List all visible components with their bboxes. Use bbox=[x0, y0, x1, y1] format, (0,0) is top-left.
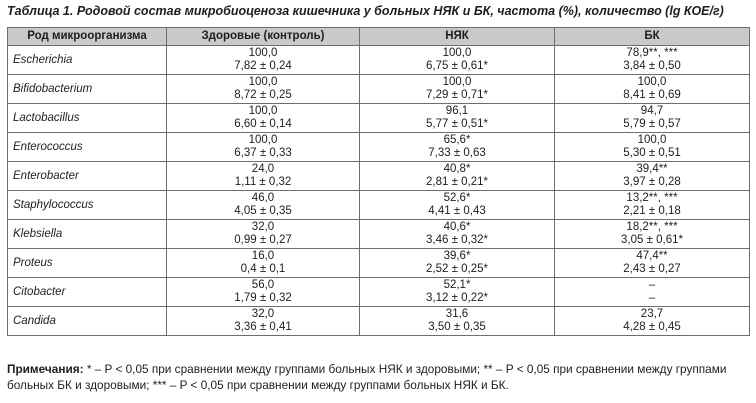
count-value: 6,60 ± 0,14 bbox=[234, 118, 292, 130]
count-value: 5,30 ± 0,51 bbox=[623, 147, 681, 159]
table-row bbox=[8, 133, 750, 162]
count-value: 3,36 ± 0,41 bbox=[234, 321, 292, 333]
cell-control bbox=[167, 75, 360, 104]
count-value: 7,82 ± 0,24 bbox=[234, 60, 292, 72]
frequency-value: 100,0 bbox=[637, 134, 667, 146]
frequency-value: 78,9**, *** bbox=[626, 47, 678, 59]
header-uc: НЯК bbox=[360, 28, 555, 46]
count-value: 1,11 ± 0,32 bbox=[234, 176, 292, 188]
cell-control bbox=[167, 46, 360, 75]
header-genus: Род микроорганизма bbox=[8, 28, 167, 46]
cell-uc bbox=[360, 104, 555, 133]
frequency-value: 16,0 bbox=[251, 250, 275, 262]
frequency-value: 13,2**, *** bbox=[626, 192, 678, 204]
table-row bbox=[8, 104, 750, 133]
genus-name: Bifidobacterium bbox=[8, 75, 167, 104]
cell-uc bbox=[360, 278, 555, 307]
frequency-value: 100,0 bbox=[442, 76, 472, 88]
cell-uc bbox=[360, 46, 555, 75]
frequency-value: 65,6* bbox=[443, 134, 471, 146]
caption-text: Родовой состав микробиоценоза кишечника у больных НЯК и БК, частота (%), количество (lg КОЕ/г) bbox=[76, 4, 724, 18]
cell-uc bbox=[360, 191, 555, 220]
frequency-value: 18,2**, *** bbox=[626, 221, 678, 233]
cell-control bbox=[167, 162, 360, 191]
notes-label: Примечания: bbox=[7, 362, 84, 376]
count-value: 3,12 ± 0,22* bbox=[426, 292, 488, 304]
frequency-value: 52,1* bbox=[443, 279, 471, 291]
frequency-value: 39,4** bbox=[636, 163, 668, 175]
frequency-value: 40,8* bbox=[443, 163, 471, 175]
genus-name: Klebsiella bbox=[8, 220, 167, 249]
count-value: 4,41 ± 0,43 bbox=[428, 205, 486, 217]
cell-control bbox=[167, 249, 360, 278]
genus-name: Lactobacillus bbox=[8, 104, 167, 133]
count-value: 6,75 ± 0,61* bbox=[426, 60, 488, 72]
genus-name: Escherichia bbox=[8, 46, 167, 75]
frequency-value: 94,7 bbox=[640, 105, 664, 117]
count-value: 8,41 ± 0,69 bbox=[623, 89, 681, 101]
frequency-value: 100,0 bbox=[248, 47, 278, 59]
cell-control bbox=[167, 307, 360, 336]
microbiocenosis-table bbox=[7, 27, 750, 336]
table-row bbox=[8, 307, 750, 336]
cell-uc bbox=[360, 249, 555, 278]
genus-name: Citobacter bbox=[8, 278, 167, 307]
cell-cd bbox=[555, 75, 750, 104]
frequency-value: 56,0 bbox=[251, 279, 275, 291]
frequency-value: 32,0 bbox=[251, 308, 275, 320]
cell-cd bbox=[555, 104, 750, 133]
count-value: 4,28 ± 0,45 bbox=[623, 321, 681, 333]
cell-cd bbox=[555, 249, 750, 278]
table-row bbox=[8, 191, 750, 220]
frequency-value: 96,1 bbox=[445, 105, 469, 117]
count-value: 1,79 ± 0,32 bbox=[234, 292, 292, 304]
frequency-value: 100,0 bbox=[637, 76, 667, 88]
count-value: 3,05 ± 0,61* bbox=[621, 234, 683, 246]
genus-name: Enterococcus bbox=[8, 133, 167, 162]
frequency-value: 52,6* bbox=[443, 192, 471, 204]
count-value: 3,97 ± 0,28 bbox=[623, 176, 681, 188]
header-cd: БК bbox=[555, 28, 750, 46]
genus-name: Proteus bbox=[8, 249, 167, 278]
cell-cd bbox=[555, 278, 750, 307]
count-value: 6,37 ± 0,33 bbox=[234, 147, 292, 159]
cell-cd bbox=[555, 133, 750, 162]
count-value: 2,43 ± 0,27 bbox=[623, 263, 681, 275]
cell-uc bbox=[360, 133, 555, 162]
table-row bbox=[8, 249, 750, 278]
count-value: 0,4 ± 0,1 bbox=[240, 263, 286, 275]
count-value: 3,50 ± 0,35 bbox=[428, 321, 486, 333]
count-value: 3,46 ± 0,32* bbox=[426, 234, 488, 246]
count-value: 2,21 ± 0,18 bbox=[623, 205, 681, 217]
count-value: – bbox=[648, 292, 656, 304]
frequency-value: 47,4** bbox=[636, 250, 668, 262]
table-caption bbox=[7, 3, 749, 19]
cell-cd bbox=[555, 162, 750, 191]
cell-uc bbox=[360, 307, 555, 336]
cell-cd bbox=[555, 191, 750, 220]
table-row bbox=[8, 46, 750, 75]
frequency-value: 40,6* bbox=[443, 221, 471, 233]
cell-control bbox=[167, 278, 360, 307]
frequency-value: 100,0 bbox=[248, 134, 278, 146]
frequency-value: 24,0 bbox=[251, 163, 275, 175]
cell-control bbox=[167, 191, 360, 220]
count-value: 8,72 ± 0,25 bbox=[234, 89, 292, 101]
count-value: 3,84 ± 0,50 bbox=[623, 60, 681, 72]
cell-uc bbox=[360, 220, 555, 249]
count-value: 5,77 ± 0,51* bbox=[426, 118, 488, 130]
genus-name: Staphylococcus bbox=[8, 191, 167, 220]
cell-cd bbox=[555, 220, 750, 249]
frequency-value: 32,0 bbox=[251, 221, 275, 233]
table-notes bbox=[7, 361, 749, 393]
frequency-value: 100,0 bbox=[248, 76, 278, 88]
cell-uc bbox=[360, 162, 555, 191]
frequency-value: 31,6 bbox=[445, 308, 469, 320]
genus-name: Candida bbox=[8, 307, 167, 336]
cell-control bbox=[167, 220, 360, 249]
frequency-value: 46,0 bbox=[251, 192, 275, 204]
count-value: 7,29 ± 0,71* bbox=[426, 89, 488, 101]
header-control: Здоровые (контроль) bbox=[167, 28, 360, 46]
count-value: 2,81 ± 0,21* bbox=[426, 176, 488, 188]
genus-name: Enterobacter bbox=[8, 162, 167, 191]
frequency-value: 100,0 bbox=[248, 105, 278, 117]
count-value: 5,79 ± 0,57 bbox=[623, 118, 681, 130]
cell-control bbox=[167, 133, 360, 162]
table-header-row bbox=[8, 28, 750, 46]
frequency-value: 39,6* bbox=[443, 250, 471, 262]
count-value: 2,52 ± 0,25* bbox=[426, 263, 488, 275]
count-value: 0,99 ± 0,27 bbox=[234, 234, 292, 246]
table-row bbox=[8, 220, 750, 249]
cell-cd bbox=[555, 307, 750, 336]
frequency-value: 100,0 bbox=[442, 47, 472, 59]
table-row bbox=[8, 278, 750, 307]
count-value: 4,05 ± 0,35 bbox=[234, 205, 292, 217]
notes-text: * – P < 0,05 при сравнении между группами больных НЯК и здоровыми; ** – P < 0,05 при сравнении между группами больных БК и здоровыми; *** – P < 0,05 при сравнении между группами больных НЯК и БК. bbox=[7, 362, 727, 392]
caption-label: Таблица 1. bbox=[7, 4, 74, 18]
table-row bbox=[8, 162, 750, 191]
frequency-value: – bbox=[648, 279, 656, 291]
cell-cd bbox=[555, 46, 750, 75]
cell-control bbox=[167, 104, 360, 133]
count-value: 7,33 ± 0,63 bbox=[428, 147, 486, 159]
frequency-value: 23,7 bbox=[640, 308, 664, 320]
cell-uc bbox=[360, 75, 555, 104]
table-row bbox=[8, 75, 750, 104]
